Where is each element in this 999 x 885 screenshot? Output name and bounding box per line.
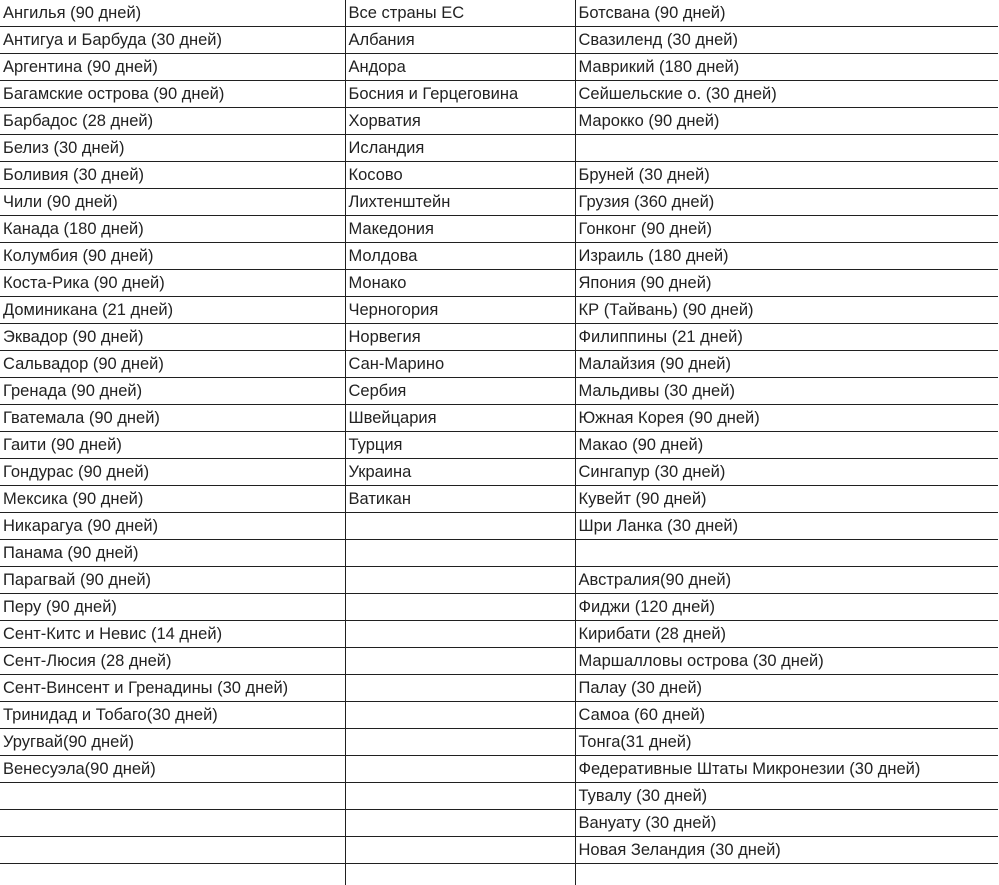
table-cell-europe: Лихтенштейн — [345, 189, 575, 216]
table-cell-africa-asia-oceania: Федеративные Штаты Микронезии (30 дней) — [575, 756, 998, 783]
table-cell-americas: Багамские острова (90 дней) — [0, 81, 345, 108]
table-cell-europe: Монако — [345, 270, 575, 297]
table-cell-africa-asia-oceania: Австралия(90 дней) — [575, 567, 998, 594]
table-cell-americas: Антигуа и Барбуда (30 дней) — [0, 27, 345, 54]
table-cell-europe: Андора — [345, 54, 575, 81]
table-cell-africa-asia-oceania: Новая Зеландия (30 дней) — [575, 837, 998, 864]
table-row — [0, 27, 998, 54]
table-cell-africa-asia-oceania: Грузия (360 дней) — [575, 189, 998, 216]
table-cell-americas: Сальвадор (90 дней) — [0, 351, 345, 378]
table-cell-europe: Исландия — [345, 135, 575, 162]
table-cell-americas: Гаити (90 дней) — [0, 432, 345, 459]
table-cell-europe — [345, 756, 575, 783]
table-row — [0, 432, 998, 459]
table-cell-africa-asia-oceania: Япония (90 дней) — [575, 270, 998, 297]
table-cell-africa-asia-oceania: Макао (90 дней) — [575, 432, 998, 459]
table-cell-americas: Коста-Рика (90 дней) — [0, 270, 345, 297]
table-cell-africa-asia-oceania: Израиль (180 дней) — [575, 243, 998, 270]
table-cell-europe: Черногория — [345, 297, 575, 324]
table-row — [0, 351, 998, 378]
table-cell-africa-asia-oceania: Вануату (30 дней) — [575, 810, 998, 837]
table-cell-africa-asia-oceania: Маврикий (180 дней) — [575, 54, 998, 81]
table-row — [0, 783, 998, 810]
table-cell-europe — [345, 540, 575, 567]
table-cell-africa-asia-oceania: Малайзия (90 дней) — [575, 351, 998, 378]
table-cell-europe: Турция — [345, 432, 575, 459]
table-cell-americas: Белиз (30 дней) — [0, 135, 345, 162]
table-cell-africa-asia-oceania: Маршалловы острова (30 дней) — [575, 648, 998, 675]
table-row — [0, 0, 998, 27]
table-cell-africa-asia-oceania: Мальдивы (30 дней) — [575, 378, 998, 405]
table-cell-europe — [345, 729, 575, 756]
table-cell-africa-asia-oceania: Самоа (60 дней) — [575, 702, 998, 729]
table-cell-africa-asia-oceania: Свазиленд (30 дней) — [575, 27, 998, 54]
table-cell-africa-asia-oceania: Кувейт (90 дней) — [575, 486, 998, 513]
table-cell-africa-asia-oceania: Сейшельские о. (30 дней) — [575, 81, 998, 108]
table-cell-africa-asia-oceania: Гонконг (90 дней) — [575, 216, 998, 243]
table-cell-americas: Гватемала (90 дней) — [0, 405, 345, 432]
table-cell-europe: Хорватия — [345, 108, 575, 135]
table-cell-africa-asia-oceania: Бруней (30 дней) — [575, 162, 998, 189]
table-cell-africa-asia-oceania — [575, 135, 998, 162]
table-row — [0, 378, 998, 405]
table-row — [0, 621, 998, 648]
table-cell-americas: Эквадор (90 дней) — [0, 324, 345, 351]
table-row — [0, 297, 998, 324]
table-cell-europe: Норвегия — [345, 324, 575, 351]
table-row — [0, 594, 998, 621]
table-cell-africa-asia-oceania: Фиджи (120 дней) — [575, 594, 998, 621]
table-cell-europe: Сербия — [345, 378, 575, 405]
table-cell-africa-asia-oceania — [575, 864, 998, 885]
table-cell-africa-asia-oceania: Сингапур (30 дней) — [575, 459, 998, 486]
table-cell-europe — [345, 648, 575, 675]
table-cell-americas — [0, 783, 345, 810]
table-cell-africa-asia-oceania: Палау (30 дней) — [575, 675, 998, 702]
table-row — [0, 243, 998, 270]
table-row — [0, 513, 998, 540]
table-row — [0, 675, 998, 702]
table-row — [0, 567, 998, 594]
table-row — [0, 162, 998, 189]
table-cell-americas — [0, 837, 345, 864]
table-row — [0, 135, 998, 162]
table-cell-europe — [345, 702, 575, 729]
table-row — [0, 189, 998, 216]
table-cell-americas: Никарагуа (90 дней) — [0, 513, 345, 540]
table-row — [0, 405, 998, 432]
table-cell-africa-asia-oceania: Южная Корея (90 дней) — [575, 405, 998, 432]
table-row — [0, 864, 998, 885]
table-cell-europe: Босния и Герцеговина — [345, 81, 575, 108]
table-row — [0, 270, 998, 297]
table-cell-americas: Гренада (90 дней) — [0, 378, 345, 405]
table-row — [0, 810, 998, 837]
table-row — [0, 216, 998, 243]
table-cell-europe: Молдова — [345, 243, 575, 270]
table-cell-europe: Македония — [345, 216, 575, 243]
table-cell-americas: Венесуэла(90 дней) — [0, 756, 345, 783]
table-cell-europe: Все страны ЕС — [345, 0, 575, 27]
table-row — [0, 756, 998, 783]
table-cell-americas: Барбадос (28 дней) — [0, 108, 345, 135]
table-cell-europe — [345, 837, 575, 864]
table-row — [0, 648, 998, 675]
table-cell-americas: Сент-Винсент и Гренадины (30 дней) — [0, 675, 345, 702]
table-cell-europe: Сан-Марино — [345, 351, 575, 378]
table-cell-americas: Сент-Китс и Невис (14 дней) — [0, 621, 345, 648]
table-row — [0, 108, 998, 135]
table-row — [0, 729, 998, 756]
table-cell-africa-asia-oceania: Шри Ланка (30 дней) — [575, 513, 998, 540]
table-cell-africa-asia-oceania: Филиппины (21 дней) — [575, 324, 998, 351]
table-row — [0, 459, 998, 486]
table-cell-europe — [345, 594, 575, 621]
table-cell-europe: Албания — [345, 27, 575, 54]
table-cell-europe — [345, 864, 575, 885]
table-row — [0, 540, 998, 567]
table-cell-americas: Чили (90 дней) — [0, 189, 345, 216]
table-cell-africa-asia-oceania: Кирибати (28 дней) — [575, 621, 998, 648]
table-row — [0, 837, 998, 864]
table-cell-africa-asia-oceania: Ботсвана (90 дней) — [575, 0, 998, 27]
table-cell-africa-asia-oceania: КР (Тайвань) (90 дней) — [575, 297, 998, 324]
table-cell-americas: Колумбия (90 дней) — [0, 243, 345, 270]
table-cell-americas: Мексика (90 дней) — [0, 486, 345, 513]
table-cell-americas: Тринидад и Тобаго(30 дней) — [0, 702, 345, 729]
table-cell-americas: Ангилья (90 дней) — [0, 0, 345, 27]
table-cell-americas: Парагвай (90 дней) — [0, 567, 345, 594]
table-cell-europe: Ватикан — [345, 486, 575, 513]
table-cell-europe — [345, 621, 575, 648]
table-cell-americas: Боливия (30 дней) — [0, 162, 345, 189]
table-cell-europe — [345, 783, 575, 810]
table-row — [0, 54, 998, 81]
table-cell-europe: Косово — [345, 162, 575, 189]
table-cell-africa-asia-oceania: Марокко (90 дней) — [575, 108, 998, 135]
table-cell-africa-asia-oceania: Тувалу (30 дней) — [575, 783, 998, 810]
table-row — [0, 486, 998, 513]
table-cell-americas: Доминикана (21 дней) — [0, 297, 345, 324]
table-row — [0, 81, 998, 108]
table-cell-europe — [345, 675, 575, 702]
table-cell-americas: Канада (180 дней) — [0, 216, 345, 243]
table-cell-americas: Перу (90 дней) — [0, 594, 345, 621]
table-row — [0, 702, 998, 729]
table-cell-americas: Панама (90 дней) — [0, 540, 345, 567]
table-cell-americas — [0, 864, 345, 885]
table-cell-africa-asia-oceania — [575, 540, 998, 567]
table-cell-europe — [345, 810, 575, 837]
table-cell-americas: Гондурас (90 дней) — [0, 459, 345, 486]
table-cell-europe — [345, 567, 575, 594]
table-cell-europe: Украина — [345, 459, 575, 486]
table-cell-europe: Швейцария — [345, 405, 575, 432]
table-cell-americas: Уругвай(90 дней) — [0, 729, 345, 756]
table-row — [0, 324, 998, 351]
table-cell-americas — [0, 810, 345, 837]
table-cell-africa-asia-oceania: Тонга(31 дней) — [575, 729, 998, 756]
table-cell-americas: Аргентина (90 дней) — [0, 54, 345, 81]
table-cell-americas: Сент-Люсия (28 дней) — [0, 648, 345, 675]
table-cell-europe — [345, 513, 575, 540]
